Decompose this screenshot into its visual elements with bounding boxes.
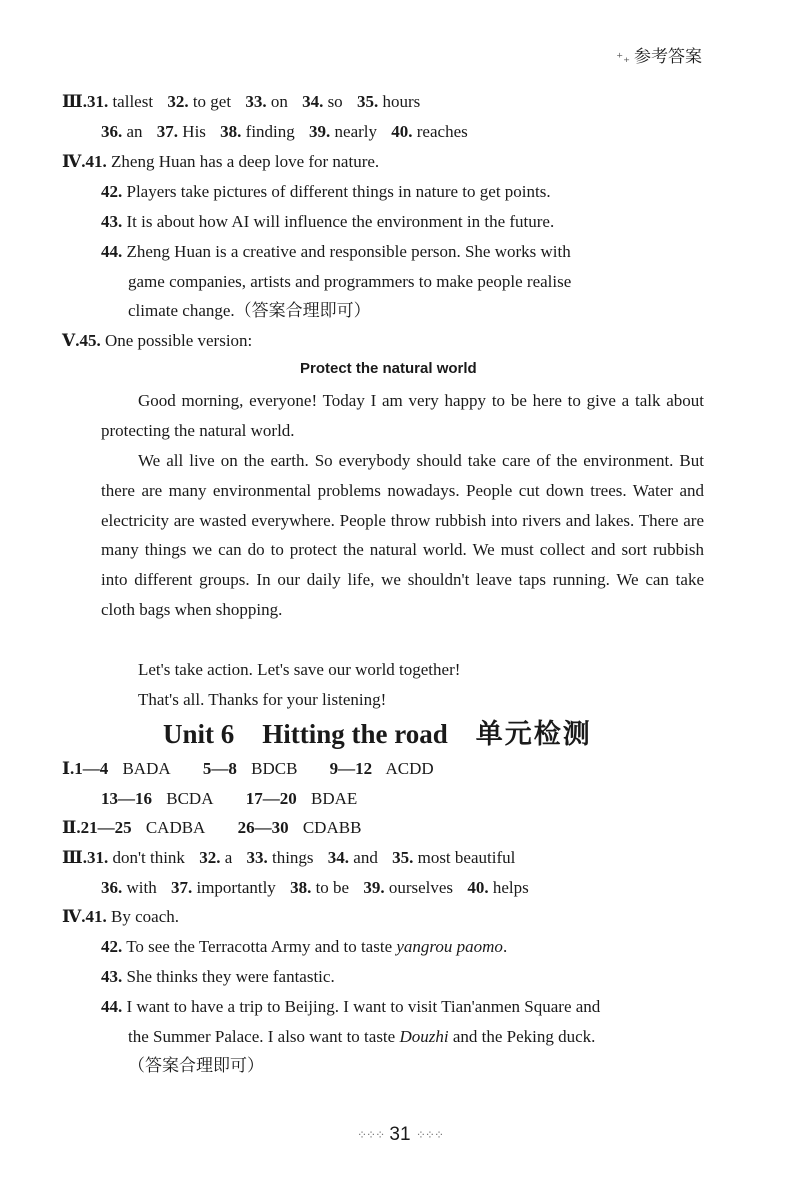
u4-q43: 43. She thinks they were fantastic. (101, 967, 335, 986)
u3-row2: 36. with 37. importantly 38. to be 39. ourselves 40. helps (101, 878, 529, 897)
sec4-q42: 42. Players take pictures of different things in nature to get points. (101, 182, 551, 201)
sec3-row2: 36. an 37. His 38. finding 39. nearly 40. reaches (101, 122, 468, 141)
sec4-q44-line1: 44. Zheng Huan is a creative and responsible person. She works with (101, 242, 571, 261)
u4-q42: 42. To see the Terracotta Army and to taste yangrou paomo. (101, 937, 508, 956)
section-numeral: Ⅱ (62, 818, 77, 837)
essay-paragraph-1: Good morning, everyone! Today I am very happy to be here to give a talk about protecting the natural world. (101, 391, 704, 440)
dots-decoration-icon: ⁘⁘⁘ (415, 1127, 444, 1142)
u4-q44-line1: 44. I want to have a trip to Beijing. I want to visit Tian'anmen Square and (101, 997, 601, 1016)
u2-row1: Ⅱ.21—25 CADBA 26—30 CDABB (62, 818, 362, 837)
sec5-q45: Ⅴ.45. One possible version: (62, 331, 253, 350)
u1-row1: Ⅰ.1—4 BADA 5—8 BDCB 9—12 ACDD (62, 759, 434, 778)
section-numeral: Ⅴ (62, 331, 76, 350)
essay-paragraph-4: That's all. Thanks for your listening! (138, 690, 387, 709)
essay-title: Protect the natural world (300, 360, 477, 377)
u4-q44-line2: the Summer Palace. I also want to taste Douzhi and the Peking duck. (128, 1027, 596, 1046)
section-numeral: Ⅰ (62, 759, 70, 778)
sec4-q43: 43. It is about how AI will influence the environment in the future. (101, 212, 555, 231)
page-header (616, 42, 702, 67)
u4-q44-line3: （答案合理即可） (128, 1056, 264, 1075)
sec4-q44-line2: game companies, artists and programmers to make people realise (128, 272, 572, 291)
unit-heading (163, 716, 592, 753)
unit-label: Unit 6 (163, 719, 235, 749)
sec3-row1: Ⅲ.31. tallest 32. to get 33. on 34. so 35. hours (62, 92, 421, 111)
sparkle-icon: ⁺₊ (616, 51, 630, 66)
essay-paragraph-2: We all live on the earth. So everybody should take care of the environment. But there are many environmental problems nowadays. People cut down trees. Water and electricity are wasted everywhere. People throw rubbish into rivers and lakes. There are many things we can do to protect the natural world. We must collect and sort rubbish into different groups. In our daily life, we shouldn't leave taps running. We can take cloth bags when shopping. (101, 451, 704, 619)
page-footer (0, 1124, 800, 1146)
section-numeral: Ⅲ (62, 848, 83, 867)
dots-decoration-icon: ⁘⁘⁘ (356, 1127, 385, 1142)
section-numeral: Ⅳ (62, 152, 82, 171)
sec4-q44-line3: climate change.（答案合理即可） (128, 301, 371, 320)
unit-name: Hitting the road (262, 719, 448, 749)
section-numeral: Ⅲ (62, 92, 83, 111)
u4-q41: Ⅳ.41. By coach. (62, 907, 180, 926)
u1-row2: 13—16 BCDA 17—20 BDAE (101, 789, 358, 808)
page-number: 31 (389, 1124, 411, 1145)
section-numeral: Ⅳ (62, 907, 82, 926)
header-label: 参考答案 (634, 47, 702, 67)
essay-paragraph-3: Let's take action. Let's save our world together! (138, 660, 461, 679)
sec4-q41: Ⅳ.41. Zheng Huan has a deep love for nature. (62, 152, 380, 171)
unit-cn-title: 单元检测 (475, 719, 592, 750)
u3-row1: Ⅲ.31. don't think 32. a 33. things 34. and 35. most beautiful (62, 848, 516, 867)
